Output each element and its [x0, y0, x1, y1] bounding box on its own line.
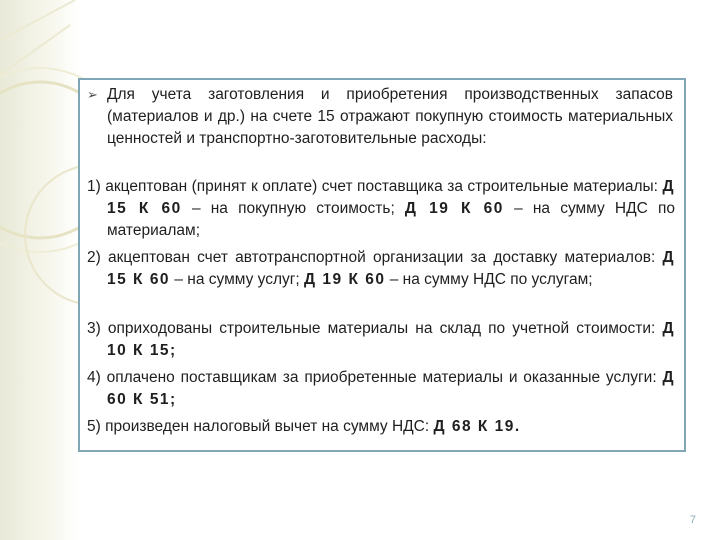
intro-text: Для учета заготовления и приобретения производственных запасов (материалов и др.) на счете 15 отражают покупную стоимость материальных ценностей и транспортно-заготовительные расходы: [107, 86, 673, 147]
list-item-3 [87, 318, 675, 362]
entry-code: Д 60 К 51; [107, 369, 675, 408]
entry-code: Д 19 К 60 [404, 200, 504, 217]
item-text: – на сумму НДС по материалам; [107, 200, 675, 239]
list-item-4 [87, 367, 675, 411]
item-text: – на сумму услуг; [170, 271, 305, 288]
item-text: 2) акцептован счет автотранспортной организации за доставку материалов: [87, 249, 663, 266]
list-item-1 [87, 176, 675, 242]
item-text: – на покупную стоимость; [181, 200, 405, 217]
item-text: 3) оприходованы строительные материалы на склад по учетной стоимости: [87, 320, 663, 337]
item-text: 4) оплачено поставщикам за приобретенные материалы и оказанные услуги: [87, 369, 663, 386]
item-text: 5) произведен налоговый вычет на сумму НДС: [87, 418, 434, 435]
list-item-5 [87, 416, 675, 438]
entry-code: Д 15 К 60 [107, 249, 675, 288]
entry-code: Д 68 К 19. [433, 418, 521, 435]
entry-code: Д 10 К 15; [107, 320, 675, 359]
page-number: 7 [689, 514, 696, 526]
entry-code: Д 15 К 60 [107, 178, 675, 217]
item-text: 1) акцептован (принят к оплате) счет поставщика за строительные материалы: [87, 178, 663, 195]
arrow-bullet-icon: ➢ [87, 87, 98, 102]
entry-code: Д 19 К 60 [304, 271, 386, 288]
item-text: – на сумму НДС по услугам; [385, 271, 593, 288]
list-item-2 [87, 247, 675, 291]
